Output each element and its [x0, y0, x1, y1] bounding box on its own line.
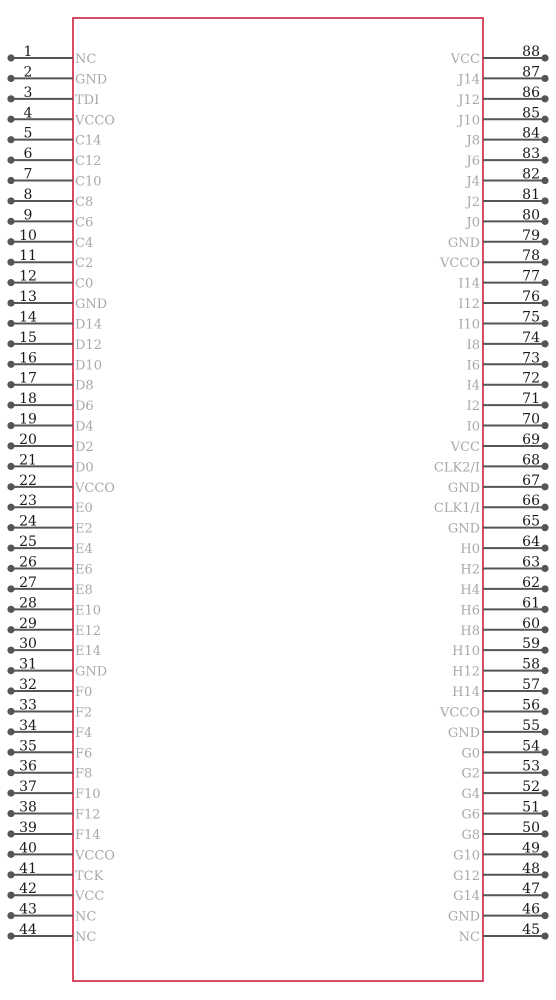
- pin-end-dot: [7, 75, 14, 82]
- pin-name: G12: [453, 868, 480, 884]
- pin-end-dot: [7, 340, 14, 347]
- pin-end-dot: [541, 932, 548, 939]
- pin-number: 72: [522, 370, 540, 387]
- pin-number: 15: [19, 329, 37, 346]
- pin-end-dot: [541, 647, 548, 654]
- pin-name: F0: [75, 685, 93, 701]
- pin-number: 59: [522, 636, 540, 653]
- pin-name: C4: [75, 235, 94, 251]
- pin-name: C12: [75, 154, 102, 170]
- pin-number: 52: [522, 779, 540, 796]
- pin-name: GND: [447, 480, 480, 496]
- pin-end-dot: [541, 259, 548, 266]
- pin-number: 69: [522, 431, 540, 448]
- pin-end-dot: [541, 626, 548, 633]
- pin-3: [7, 85, 99, 108]
- pin-name: NC: [75, 930, 97, 946]
- pin-number: 81: [522, 186, 540, 203]
- pin-end-dot: [541, 830, 548, 837]
- pin-name: CLK1/I: [433, 501, 480, 517]
- pin-number: 36: [19, 758, 37, 775]
- pin-end-dot: [541, 177, 548, 184]
- pin-number: 75: [522, 309, 540, 326]
- pin-5: [7, 126, 101, 149]
- pin-number: 20: [19, 431, 37, 448]
- pin-name: C6: [75, 215, 94, 231]
- pin-end-dot: [7, 647, 14, 654]
- pin-name: F4: [75, 725, 93, 741]
- pin-name: F2: [75, 705, 93, 721]
- pin-number: 44: [19, 922, 37, 939]
- pin-end-dot: [541, 749, 548, 756]
- pin-end-dot: [7, 177, 14, 184]
- pin-name: GND: [75, 72, 108, 88]
- pin-number: 39: [19, 819, 37, 836]
- pin-end-dot: [7, 483, 14, 490]
- pin-number: 73: [522, 350, 540, 367]
- pin-end-dot: [541, 565, 548, 572]
- pin-end-dot: [7, 463, 14, 470]
- pin-end-dot: [541, 95, 548, 102]
- pin-name: TCK: [75, 868, 104, 884]
- pin-end-dot: [541, 810, 548, 817]
- pin-end-dot: [541, 361, 548, 368]
- pin-number: 88: [522, 44, 540, 60]
- pin-name: D2: [75, 439, 94, 455]
- pin-end-dot: [7, 749, 14, 756]
- pin-name: E6: [75, 562, 93, 578]
- pin-end-dot: [7, 422, 14, 429]
- pin-number: 31: [19, 656, 37, 673]
- pin-name: G14: [453, 889, 480, 905]
- pin-end-dot: [541, 218, 548, 225]
- pin-number: 38: [19, 799, 37, 816]
- pin-number: 86: [522, 84, 540, 101]
- pin-name: GND: [447, 909, 480, 925]
- pin-number: 32: [19, 677, 37, 694]
- pin-name: C14: [75, 133, 102, 149]
- pin-name: E10: [75, 603, 102, 619]
- pin-number: 14: [19, 309, 37, 326]
- pin-name: F12: [75, 807, 101, 823]
- pin-name: E12: [75, 623, 102, 639]
- pin-end-dot: [7, 708, 14, 715]
- pin-name: C2: [75, 256, 94, 272]
- pin-number: 25: [19, 534, 37, 551]
- pin-name: D8: [75, 378, 94, 394]
- pin-end-dot: [7, 687, 14, 694]
- pin-number: 58: [522, 656, 540, 673]
- pin-number: 42: [19, 881, 37, 898]
- pin-end-dot: [7, 381, 14, 388]
- pin-name: H12: [452, 664, 480, 680]
- pin-end-dot: [541, 708, 548, 715]
- pin-45: [459, 922, 549, 945]
- pin-number: 46: [522, 901, 540, 918]
- pin-end-dot: [541, 851, 548, 858]
- pin-name: G10: [453, 848, 480, 864]
- pin-name: C0: [75, 276, 94, 292]
- pin-number: 8: [23, 186, 33, 203]
- pin-end-dot: [541, 769, 548, 776]
- pin-name: E0: [75, 501, 93, 517]
- pin-number: 56: [522, 697, 540, 714]
- pin-number: 62: [522, 574, 540, 591]
- pin-name: J8: [466, 133, 480, 149]
- pin-number: 16: [19, 350, 37, 367]
- pin-end-dot: [7, 116, 14, 123]
- right-pin-column: [434, 44, 549, 945]
- pin-number: 54: [522, 738, 540, 755]
- pin-end-dot: [7, 402, 14, 409]
- pin-name: VCCO: [440, 256, 480, 272]
- pin-end-dot: [7, 361, 14, 368]
- pin-name: GND: [75, 297, 108, 313]
- pin-name: CLK2/I: [433, 460, 480, 476]
- pin-name: GND: [447, 725, 480, 741]
- pin-number: 27: [19, 574, 37, 591]
- pin-name: I0: [466, 419, 480, 435]
- pin-number: 24: [19, 513, 37, 530]
- pin-name: G2: [461, 766, 480, 782]
- pin-number: 80: [522, 207, 540, 224]
- pin-end-dot: [541, 320, 548, 327]
- pin-name: H0: [460, 542, 480, 558]
- pin-end-dot: [541, 116, 548, 123]
- pin-name: I14: [458, 276, 480, 292]
- pin-end-dot: [541, 381, 548, 388]
- pin-end-dot: [7, 769, 14, 776]
- pin-end-dot: [7, 524, 14, 531]
- pin-7: [7, 167, 101, 190]
- pin-end-dot: [7, 871, 14, 878]
- pin-name: G8: [461, 827, 480, 843]
- pin-end-dot: [7, 54, 14, 61]
- pin-end-dot: [541, 238, 548, 245]
- pin-number: 76: [522, 289, 540, 306]
- pin-end-dot: [7, 238, 14, 245]
- pin-name: NC: [75, 52, 97, 67]
- pin-end-dot: [541, 912, 548, 919]
- pin-number: 40: [19, 840, 37, 857]
- pin-name: E14: [75, 644, 102, 660]
- pin-end-dot: [541, 728, 548, 735]
- pin-end-dot: [541, 54, 548, 61]
- pin-number: 51: [522, 799, 540, 816]
- pin-end-dot: [541, 442, 548, 449]
- pin-end-dot: [7, 606, 14, 613]
- pin-end-dot: [7, 667, 14, 674]
- pin-number: 53: [522, 758, 540, 775]
- pin-name: H8: [460, 623, 480, 639]
- pin-end-dot: [7, 504, 14, 511]
- pin-number: 4: [23, 105, 33, 122]
- pin-end-dot: [541, 871, 548, 878]
- pin-end-dot: [7, 810, 14, 817]
- pin-number: 12: [19, 268, 37, 285]
- pin-number: 34: [19, 717, 37, 734]
- pin-end-dot: [541, 790, 548, 797]
- pin-name: G4: [461, 787, 480, 803]
- pin-end-dot: [7, 136, 14, 143]
- pin-name: GND: [447, 521, 480, 537]
- pin-number: 57: [522, 677, 540, 694]
- pin-end-dot: [541, 463, 548, 470]
- pin-2: [7, 64, 107, 87]
- pin-end-dot: [7, 442, 14, 449]
- pin-name: E4: [75, 542, 93, 558]
- pin-number: 78: [522, 248, 540, 265]
- pin-number: 63: [522, 554, 540, 571]
- pin-number: 47: [522, 881, 540, 898]
- pin-name: C10: [75, 174, 102, 190]
- pin-number: 23: [19, 493, 37, 510]
- pin-end-dot: [541, 544, 548, 551]
- pin-number: 33: [19, 697, 37, 714]
- pin-end-dot: [541, 75, 548, 82]
- pin-name: H4: [460, 582, 480, 598]
- pin-number: 21: [19, 452, 37, 469]
- pin-name: F14: [75, 827, 101, 843]
- pin-name: E8: [75, 582, 93, 598]
- pin-name: J0: [466, 215, 480, 231]
- pin-end-dot: [7, 728, 14, 735]
- pin-number: 71: [522, 391, 540, 408]
- pin-end-dot: [7, 892, 14, 899]
- pin-name: VCCO: [75, 848, 115, 864]
- pin-number: 41: [19, 860, 37, 877]
- pin-name: VCCO: [440, 705, 480, 721]
- pin-end-dot: [541, 299, 548, 306]
- pin-number: 82: [522, 166, 540, 183]
- pin-end-dot: [7, 585, 14, 592]
- pin-name: J10: [458, 113, 480, 129]
- pin-number: 11: [19, 248, 37, 265]
- pin-number: 13: [19, 289, 37, 306]
- pin-number: 3: [23, 84, 33, 101]
- pin-number: 7: [23, 166, 33, 183]
- pin-end-dot: [541, 483, 548, 490]
- pin-number: 2: [23, 64, 33, 81]
- pin-number: 19: [19, 411, 37, 428]
- pin-name: D6: [75, 399, 94, 415]
- pin-end-dot: [7, 932, 14, 939]
- pin-number: 87: [522, 64, 540, 81]
- pin-name: J4: [466, 174, 480, 190]
- pin-name: VCC: [450, 52, 480, 67]
- pin-name: I12: [458, 297, 480, 313]
- pin-end-dot: [7, 197, 14, 204]
- pin-1: [7, 44, 96, 67]
- pin-name: I6: [466, 358, 480, 374]
- pin-name: F10: [75, 787, 101, 803]
- pin-end-dot: [7, 218, 14, 225]
- pin-number: 26: [19, 554, 37, 571]
- pin-name: VCCO: [75, 113, 115, 129]
- pin-name: GND: [447, 235, 480, 251]
- pin-name: H2: [460, 562, 480, 578]
- pin-name: E2: [75, 521, 93, 537]
- pin-8: [7, 187, 93, 210]
- pin-name: J12: [458, 92, 480, 108]
- pin-number: 48: [522, 860, 540, 877]
- pin-name: J14: [458, 72, 480, 88]
- pin-number: 37: [19, 779, 37, 796]
- pin-name: J6: [466, 154, 480, 170]
- pin-number: 60: [522, 615, 540, 632]
- pin-number: 68: [522, 452, 540, 469]
- pin-number: 5: [23, 125, 33, 142]
- pin-number: 43: [19, 901, 37, 918]
- pin-name: F8: [75, 766, 93, 782]
- pin-number: 6: [23, 146, 33, 163]
- pin-number: 70: [522, 411, 540, 428]
- pin-name: VCCO: [75, 480, 115, 496]
- pin-number: 84: [522, 125, 540, 142]
- pin-number: 49: [522, 840, 540, 857]
- pin-end-dot: [7, 320, 14, 327]
- pin-number: 17: [19, 370, 37, 387]
- pin-name: G6: [461, 807, 480, 823]
- pin-end-dot: [7, 851, 14, 858]
- pin-end-dot: [541, 687, 548, 694]
- pin-name: I10: [458, 317, 480, 333]
- pin-number: 74: [522, 329, 540, 346]
- pin-number: 83: [522, 146, 540, 163]
- pin-name: VCC: [450, 439, 480, 455]
- pin-name: F6: [75, 746, 93, 762]
- pin-number: 67: [522, 472, 540, 489]
- pin-name: H10: [452, 644, 480, 660]
- pin-number: 64: [522, 534, 540, 551]
- pin-end-dot: [7, 565, 14, 572]
- pin-name: NC: [75, 909, 97, 925]
- pin-end-dot: [7, 157, 14, 164]
- pin-end-dot: [541, 197, 548, 204]
- pin-end-dot: [541, 340, 548, 347]
- pin-end-dot: [7, 299, 14, 306]
- pin-name: D0: [75, 460, 94, 476]
- pin-number: 28: [19, 595, 37, 612]
- pin-number: 29: [19, 615, 37, 632]
- pin-end-dot: [541, 136, 548, 143]
- pin-name: I8: [466, 337, 480, 353]
- pin-number: 45: [522, 922, 540, 939]
- pin-name: I2: [466, 399, 480, 415]
- pin-name: D14: [75, 317, 102, 333]
- pin-name: C8: [75, 194, 94, 210]
- pin-name: GND: [75, 664, 108, 680]
- ic-body-outline: [73, 18, 483, 981]
- pin-number: 18: [19, 391, 37, 408]
- pin-name: G0: [461, 746, 480, 762]
- pin-end-dot: [7, 95, 14, 102]
- pin-name: J2: [466, 194, 480, 210]
- pin-name: NC: [458, 930, 480, 946]
- pin-name: H14: [452, 685, 480, 701]
- pin-6: [7, 146, 101, 169]
- pin-end-dot: [541, 157, 548, 164]
- pin-end-dot: [7, 790, 14, 797]
- pin-number: 85: [522, 105, 540, 122]
- pin-end-dot: [541, 422, 548, 429]
- pin-end-dot: [541, 402, 548, 409]
- pin-number: 61: [522, 595, 540, 612]
- pin-name: D12: [75, 337, 102, 353]
- pin-number: 10: [19, 227, 37, 244]
- pin-end-dot: [7, 259, 14, 266]
- left-pin-column: [7, 44, 115, 945]
- pin-name: I4: [466, 378, 480, 394]
- pin-name: H6: [460, 603, 480, 619]
- pin-end-dot: [541, 667, 548, 674]
- pin-end-dot: [541, 279, 548, 286]
- pin-name: TDI: [75, 92, 100, 108]
- pin-number: 1: [23, 44, 33, 60]
- pin-end-dot: [7, 626, 14, 633]
- pin-end-dot: [541, 892, 548, 899]
- pin-name: D10: [75, 358, 102, 374]
- pin-end-dot: [541, 585, 548, 592]
- pin-44: [7, 922, 96, 945]
- pin-number: 65: [522, 513, 540, 530]
- pin-number: 35: [19, 738, 37, 755]
- pin-end-dot: [541, 606, 548, 613]
- pin-number: 50: [522, 819, 540, 836]
- pin-end-dot: [541, 524, 548, 531]
- pin-number: 55: [522, 717, 540, 734]
- pin-number: 30: [19, 636, 37, 653]
- pin-number: 9: [23, 207, 33, 224]
- pin-end-dot: [7, 830, 14, 837]
- pin-name: VCC: [75, 889, 105, 905]
- pin-number: 77: [522, 268, 540, 285]
- pin-number: 79: [522, 227, 540, 244]
- pin-end-dot: [541, 504, 548, 511]
- pin-number: 66: [522, 493, 540, 510]
- pin-end-dot: [7, 279, 14, 286]
- pin-name: D4: [75, 419, 94, 435]
- pin-number: 22: [19, 472, 37, 489]
- pin-end-dot: [7, 544, 14, 551]
- pin-end-dot: [7, 912, 14, 919]
